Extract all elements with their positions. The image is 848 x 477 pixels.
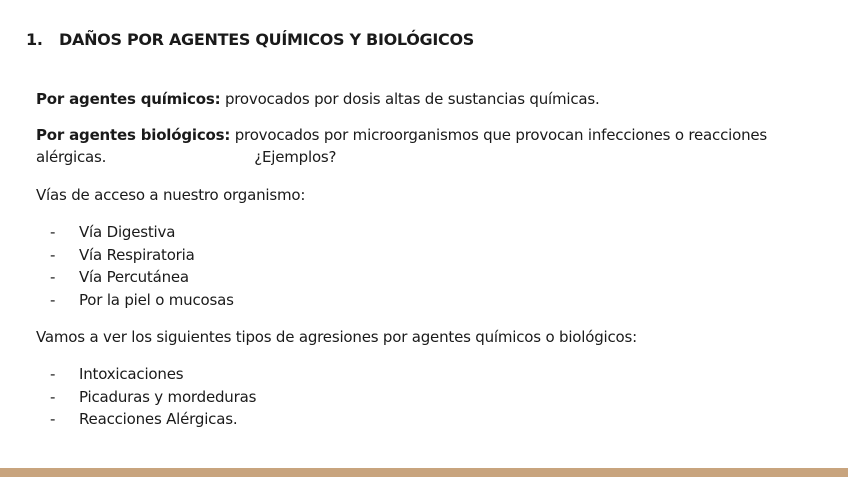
list-item [36,289,776,312]
list-item [36,221,776,244]
dash-marker: - [50,410,56,429]
agresiones-list [36,363,776,431]
biologicos-text: provocados por microorganismos que provocan infecciones o reacciones alérgicas. [36,126,768,166]
quimicos-label: Por agentes químicos: [36,90,221,108]
dash-marker: - [50,245,56,264]
ejemplos-prompt: ¿Ejemplos? [254,148,337,166]
list-item-text: Reacciones Alérgicas. [79,410,238,429]
paragraph-biologicos [36,124,776,168]
list-item-text: Vía Percutánea [79,268,189,287]
list-item [36,408,776,431]
dash-marker: - [50,268,56,287]
title-text: DAÑOS POR AGENTES QUÍMICOS Y BIOLÓGICOS [59,30,474,49]
title-number: 1. [26,30,43,49]
slide-title [26,30,474,49]
vias-list [36,221,776,312]
slide-content [36,88,776,431]
dash-marker: - [50,223,56,241]
list-item-text: Intoxicaciones [79,364,184,383]
bottom-accent-bar [0,468,848,477]
biologicos-label: Por agentes biológicos: [36,126,231,144]
dash-marker: - [50,387,56,406]
list-item [36,244,776,267]
list-item-text: Vía Respiratoria [79,245,195,264]
list-item [36,386,776,409]
agresiones-intro: Vamos a ver los siguientes tipos de agresiones por agentes químicos o biológicos: [36,327,637,346]
dash-marker: - [50,364,56,383]
list-item [36,363,776,386]
list-item [36,266,776,289]
list-item-text: Vía Digestiva [79,223,176,241]
list-item-text: Picaduras y mordeduras [79,387,257,406]
paragraph-quimicos [36,88,776,110]
list-item-text: Por la piel o mucosas [79,291,234,310]
quimicos-text: provocados por dosis altas de sustancias químicas. [220,90,600,108]
vias-intro: Vías de acceso a nuestro organismo: [36,186,306,204]
dash-marker: - [50,291,56,310]
